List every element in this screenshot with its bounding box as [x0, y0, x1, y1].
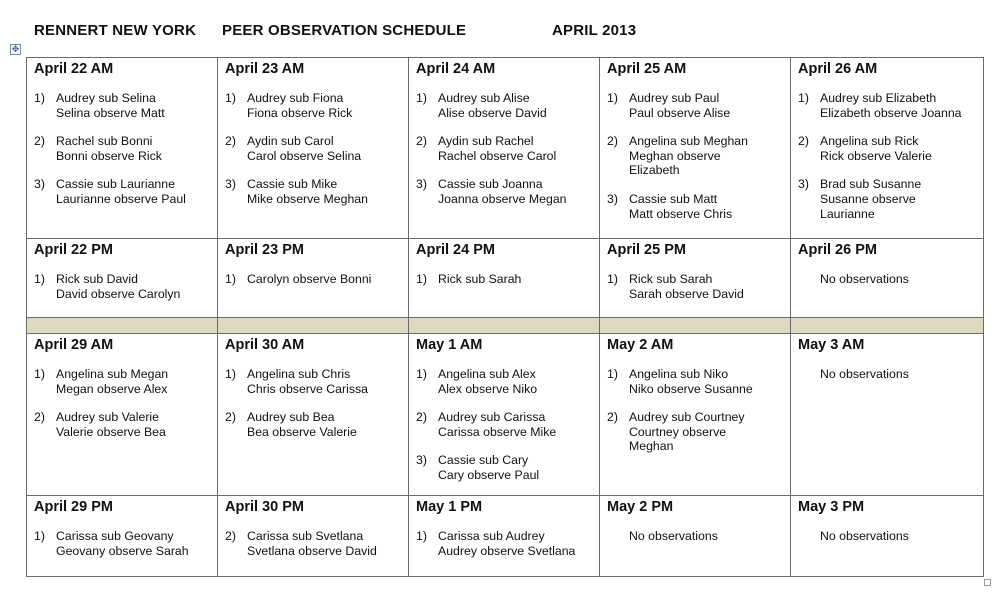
assignment-text: Audrey sub Carissa — [438, 410, 546, 425]
assignment-text: Cassie sub Cary — [438, 453, 529, 468]
schedule-cell — [791, 239, 984, 318]
list-item — [416, 529, 593, 558]
observation-list — [225, 272, 402, 287]
observation-list — [416, 272, 593, 287]
list-item — [416, 453, 593, 482]
schedule-row — [27, 239, 984, 318]
day-heading: April 22 AM — [34, 61, 114, 77]
item-number: 1) — [607, 272, 618, 286]
day-heading: May 3 AM — [798, 337, 865, 353]
list-item — [607, 192, 784, 221]
day-heading: April 26 AM — [798, 61, 878, 77]
item-number: 3) — [798, 177, 809, 192]
schedule-cell — [409, 334, 600, 496]
item-number: 1) — [416, 272, 427, 286]
separator-cell — [27, 318, 218, 334]
item-number: 1) — [416, 367, 427, 381]
no-observations-text: No observations — [629, 529, 718, 543]
assignment-text: Angelina sub Rick — [820, 134, 919, 149]
list-item — [34, 91, 211, 120]
assignment-text: Alex observe Niko — [438, 381, 538, 396]
schedule-cell — [218, 334, 409, 496]
item-number: 1) — [607, 91, 618, 105]
assignment-text: Sarah observe David — [629, 286, 744, 301]
no-observations-text: No observations — [820, 367, 909, 381]
observation-list — [225, 91, 402, 207]
item-number: 2) — [798, 134, 809, 149]
observation-list — [225, 367, 402, 439]
day-heading: May 1 AM — [416, 337, 483, 353]
list-item — [34, 410, 211, 439]
day-heading: April 22 PM — [34, 242, 113, 258]
observation-list — [607, 272, 784, 301]
assignment-text: Audrey observe Svetlana — [438, 543, 576, 558]
assignment-text: Laurianne observe Paul — [56, 191, 186, 206]
assignment-text: Brad sub Susanne — [820, 177, 922, 192]
item-number: 3) — [34, 177, 45, 192]
assignment-text: Audrey sub Alise — [438, 91, 530, 105]
day-heading: April 24 PM — [416, 242, 495, 258]
list-item — [416, 272, 593, 287]
schedule-row — [27, 496, 984, 577]
list-item — [34, 134, 211, 163]
assignment-text: Angelina sub Chris — [247, 367, 351, 381]
separator-cell — [218, 318, 409, 334]
day-heading: April 25 AM — [607, 61, 687, 77]
item-number: 2) — [607, 410, 618, 425]
list-item — [225, 91, 402, 120]
table-resize-handle[interactable] — [984, 579, 991, 586]
day-heading: April 30 AM — [225, 337, 305, 353]
list-item — [798, 134, 977, 163]
item-number: 2) — [225, 134, 236, 149]
item-number: 3) — [225, 177, 236, 192]
schedule-row — [27, 334, 984, 496]
day-heading: April 25 PM — [607, 242, 686, 258]
schedule-cell — [409, 58, 600, 239]
assignment-text: Carissa observe Mike — [438, 424, 557, 439]
day-heading: April 29 PM — [34, 499, 113, 515]
item-number: 2) — [416, 410, 427, 425]
item-number: 1) — [225, 367, 236, 381]
assignment-text: Elizabeth — [629, 163, 680, 178]
list-item — [798, 91, 977, 120]
observation-list — [416, 529, 593, 558]
list-item — [34, 367, 211, 396]
assignment-text: Meghan observe — [629, 148, 721, 163]
schedule-cell — [791, 58, 984, 239]
assignment-text: Audrey sub Fiona — [247, 91, 344, 105]
no-observations-text: No observations — [820, 529, 909, 543]
item-number: 1) — [225, 272, 236, 286]
list-item — [607, 410, 784, 454]
list-item — [607, 367, 784, 396]
assignment-text: Carol observe Selina — [247, 148, 362, 163]
schedule-cell — [600, 58, 791, 239]
separator-cell — [791, 318, 984, 334]
assignment-text: Alise observe David — [438, 105, 547, 120]
item-number: 1) — [225, 91, 236, 105]
assignment-text: Bonni observe Rick — [56, 148, 162, 163]
observation-schedule-table — [26, 57, 984, 577]
assignment-text: Mike observe Meghan — [247, 191, 368, 206]
observation-list — [607, 91, 784, 221]
observation-list — [34, 367, 211, 439]
item-number: 2) — [34, 410, 45, 425]
assignment-text: Angelina sub Niko — [629, 367, 729, 381]
assignment-text: Cassie sub Matt — [629, 191, 718, 206]
schedule-cell — [27, 239, 218, 318]
assignment-text: Fiona observe Rick — [247, 105, 353, 120]
schedule-cell — [27, 496, 218, 577]
day-heading: April 24 AM — [416, 61, 496, 77]
list-item — [416, 134, 593, 163]
schedule-cell — [791, 496, 984, 577]
assignment-text: Aydin sub Rachel — [438, 134, 534, 149]
item-number: 2) — [225, 529, 236, 543]
item-number: 2) — [225, 410, 236, 425]
assignment-text: Angelina sub Megan — [56, 367, 169, 381]
assignment-text: Geovany observe Sarah — [56, 543, 189, 558]
schedule-month: APRIL 2013 — [552, 22, 637, 39]
assignment-text: Matt observe Chris — [629, 206, 733, 221]
item-number: 3) — [416, 177, 427, 192]
item-number: 1) — [607, 367, 618, 381]
week-separator-row — [27, 318, 984, 334]
observation-list — [34, 529, 211, 558]
assignment-text: Angelina sub Alex — [438, 367, 536, 381]
list-item — [798, 177, 977, 221]
schedule-cell — [791, 334, 984, 496]
day-heading: May 1 PM — [416, 499, 483, 515]
item-number: 1) — [798, 91, 809, 105]
assignment-text: Megan observe Alex — [56, 381, 168, 396]
assignment-text: Carissa sub Svetlana — [247, 529, 364, 543]
list-item — [416, 367, 593, 396]
assignment-text: Laurianne — [820, 206, 875, 221]
assignment-text: Carolyn observe Bonni — [247, 272, 372, 286]
day-heading: May 2 PM — [607, 499, 674, 515]
table-move-handle-icon[interactable]: ✥ — [11, 44, 20, 54]
assignment-text: Cassie sub Laurianne — [56, 177, 175, 192]
assignment-text: Elizabeth observe Joanna — [820, 105, 962, 120]
list-item — [225, 272, 402, 287]
schedule-cell — [409, 496, 600, 577]
assignment-text: Rachel observe Carol — [438, 148, 557, 163]
assignment-text: Cassie sub Mike — [247, 177, 338, 192]
assignment-text: Rick observe Valerie — [820, 148, 932, 163]
day-heading: May 2 AM — [607, 337, 674, 353]
assignment-text: Angelina sub Meghan — [629, 134, 748, 149]
separator-cell — [409, 318, 600, 334]
assignment-text: Rick sub David — [56, 272, 139, 286]
observation-list — [416, 367, 593, 483]
day-heading: April 30 PM — [225, 499, 304, 515]
org-name: RENNERT NEW YORK — [34, 22, 197, 39]
schedule-cell — [218, 239, 409, 318]
list-item — [607, 272, 784, 301]
day-heading: April 29 AM — [34, 337, 114, 353]
assignment-text: Susanne observe — [820, 191, 916, 206]
observation-list — [34, 272, 211, 301]
schedule-cell — [409, 239, 600, 318]
assignment-text: Audrey sub Valerie — [56, 410, 159, 425]
list-item — [34, 177, 211, 206]
assignment-text: Rick sub Sarah — [629, 272, 713, 286]
item-number: 3) — [416, 453, 427, 468]
day-heading: May 3 PM — [798, 499, 865, 515]
item-number: 1) — [416, 91, 427, 105]
list-item — [416, 91, 593, 120]
assignment-text: Joanna observe Megan — [438, 191, 567, 206]
observation-list — [225, 529, 402, 558]
assignment-text: Carissa sub Audrey — [438, 529, 545, 543]
assignment-text: Audrey sub Selina — [56, 91, 156, 105]
separator-cell — [600, 318, 791, 334]
list-item — [225, 410, 402, 439]
assignment-text: Courtney observe — [629, 424, 727, 439]
day-heading: April 26 PM — [798, 242, 877, 258]
assignment-text: Audrey sub Bea — [247, 410, 335, 425]
item-number: 1) — [34, 529, 45, 543]
item-number: 2) — [416, 134, 427, 149]
assignment-text: Cassie sub Joanna — [438, 177, 543, 192]
day-heading: April 23 AM — [225, 61, 305, 77]
item-number: 3) — [607, 191, 618, 206]
list-item — [225, 177, 402, 206]
list-item — [34, 272, 211, 301]
item-number: 2) — [607, 134, 618, 149]
list-item — [225, 367, 402, 396]
assignment-text: Bea observe Valerie — [247, 424, 357, 439]
schedule-cell — [218, 496, 409, 577]
assignment-text: Audrey sub Elizabeth — [820, 91, 937, 105]
list-item — [225, 529, 402, 558]
assignment-text: Rachel sub Bonni — [56, 134, 153, 149]
schedule-cell — [27, 334, 218, 496]
list-item — [34, 529, 211, 558]
schedule-cell — [600, 334, 791, 496]
assignment-text: Selina observe Matt — [56, 105, 165, 120]
observation-list — [416, 91, 593, 207]
observation-list — [607, 367, 784, 454]
schedule-cell — [218, 58, 409, 239]
assignment-text: Chris observe Carissa — [247, 381, 368, 396]
observation-list — [798, 91, 977, 221]
item-number: 1) — [34, 367, 45, 381]
list-item — [607, 91, 784, 120]
assignment-text: Meghan — [629, 439, 674, 454]
assignment-text: Paul observe Alise — [629, 105, 731, 120]
schedule-cell — [600, 239, 791, 318]
item-number: 1) — [34, 91, 45, 105]
schedule-cell — [600, 496, 791, 577]
assignment-text: David observe Carolyn — [56, 286, 181, 301]
assignment-text: Carissa sub Geovany — [56, 529, 174, 543]
no-observations-text: No observations — [820, 272, 909, 286]
assignment-text: Audrey sub Paul — [629, 91, 720, 105]
day-heading: April 23 PM — [225, 242, 304, 258]
list-item — [225, 134, 402, 163]
item-number: 2) — [34, 134, 45, 149]
observation-list — [34, 91, 211, 207]
list-item — [416, 177, 593, 206]
assignment-text: Valerie observe Bea — [56, 424, 166, 439]
assignment-text: Aydin sub Carol — [247, 134, 334, 149]
schedule-cell — [27, 58, 218, 239]
schedule-row — [27, 58, 984, 239]
assignment-text: Niko observe Susanne — [629, 381, 753, 396]
item-number: 1) — [34, 272, 45, 286]
assignment-text: Svetlana observe David — [247, 543, 377, 558]
assignment-text: Rick sub Sarah — [438, 272, 522, 286]
item-number: 1) — [416, 529, 427, 543]
list-item — [607, 134, 784, 178]
list-item — [416, 410, 593, 439]
assignment-text: Cary observe Paul — [438, 467, 540, 482]
assignment-text: Audrey sub Courtney — [629, 410, 745, 425]
schedule-title: PEER OBSERVATION SCHEDULE — [222, 22, 467, 39]
